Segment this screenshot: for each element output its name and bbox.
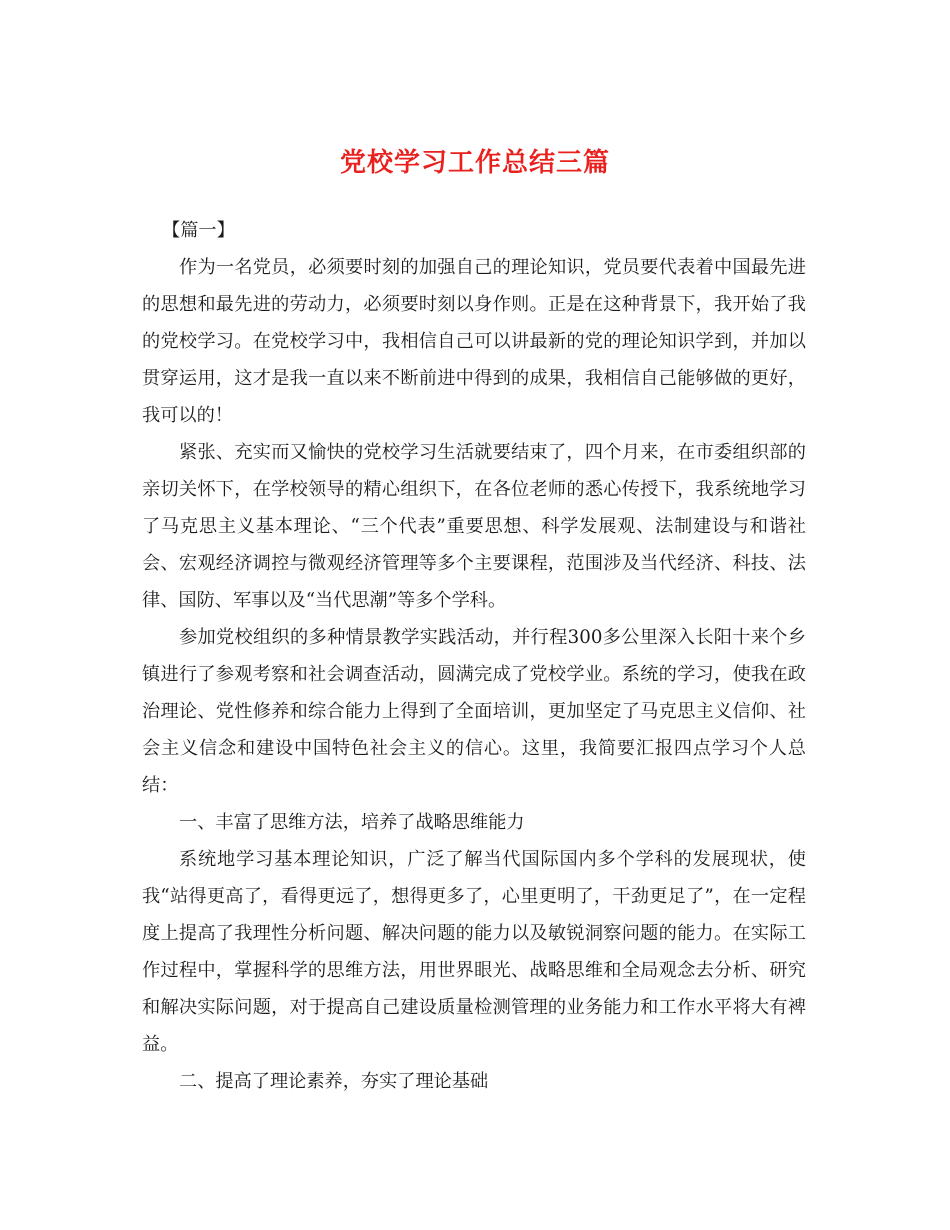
- section-heading: 一、丰富了思维方法，培养了战略思维能力: [179, 812, 525, 833]
- paragraph: 参加党校组织的多种情景教学实践活动，并行程300多公里深入长阳十来个乡镇进行了参观考察和社会调查活动，圆满完成了党校学业。系统的学习，使我在政治理论、党性修养和综合能力上得到了全面培训，更加坚定了马克思主义信仰、社会主义信念和建设中国特色社会主义的信心。这里，我简要汇报四点学习个人总结：: [142, 627, 806, 796]
- document-title: 党校学习工作总结三篇: [339, 148, 610, 178]
- paragraph: 作为一名党员，必须要时刻的加强自己的理论知识，党员要代表着中国最先进的思想和最先进的劳动力，必须要时刻以身作则。正是在这种背景下，我开始了我的党校学习。在党校学习中，我相信自己可以讲最新的党的理论知识学到，并加以贯穿运用，这才是我一直以来不断前进中得到的成果，我相信自己能够做的更好，我可以的！: [142, 257, 806, 426]
- paragraph: 紧张、充实而又愉快的党校学习生活就要结束了，四个月来，在市委组织部的亲切关怀下，在学校领导的精心组织下，在各位老师的悉心传授下，我系统地学习了马克思主义基本理论、“三个代表”重要思想、科学发展观、法制建设与和谐社会、宏观经济调控与微观经济管理等多个主要课程，范围涉及当代经济、科技、法律、国防、军事以及“当代思潮”等多个学科。: [142, 442, 806, 611]
- section-tag: 【篇一】: [162, 220, 235, 241]
- document-body: [142, 212, 806, 1100]
- paragraph: 系统地学习基本理论知识，广泛了解当代国际国内多个学科的发展现状，使我“站得更高了，看得更远了，想得更多了，心里更明了，干劲更足了”，在一定程度上提高了我理性分析问题、解决问题的能力以及敏锐洞察问题的能力。在实际工作过程中，掌握科学的思维方法，用世界眼光、战略思维和全局观念去分析、研究和解决实际问题，对于提高自己建设质量检测管理的业务能力和工作水平将大有裨益。: [142, 849, 806, 1055]
- section-heading: 二、提高了理论素养，夯实了理论基础: [179, 1071, 489, 1092]
